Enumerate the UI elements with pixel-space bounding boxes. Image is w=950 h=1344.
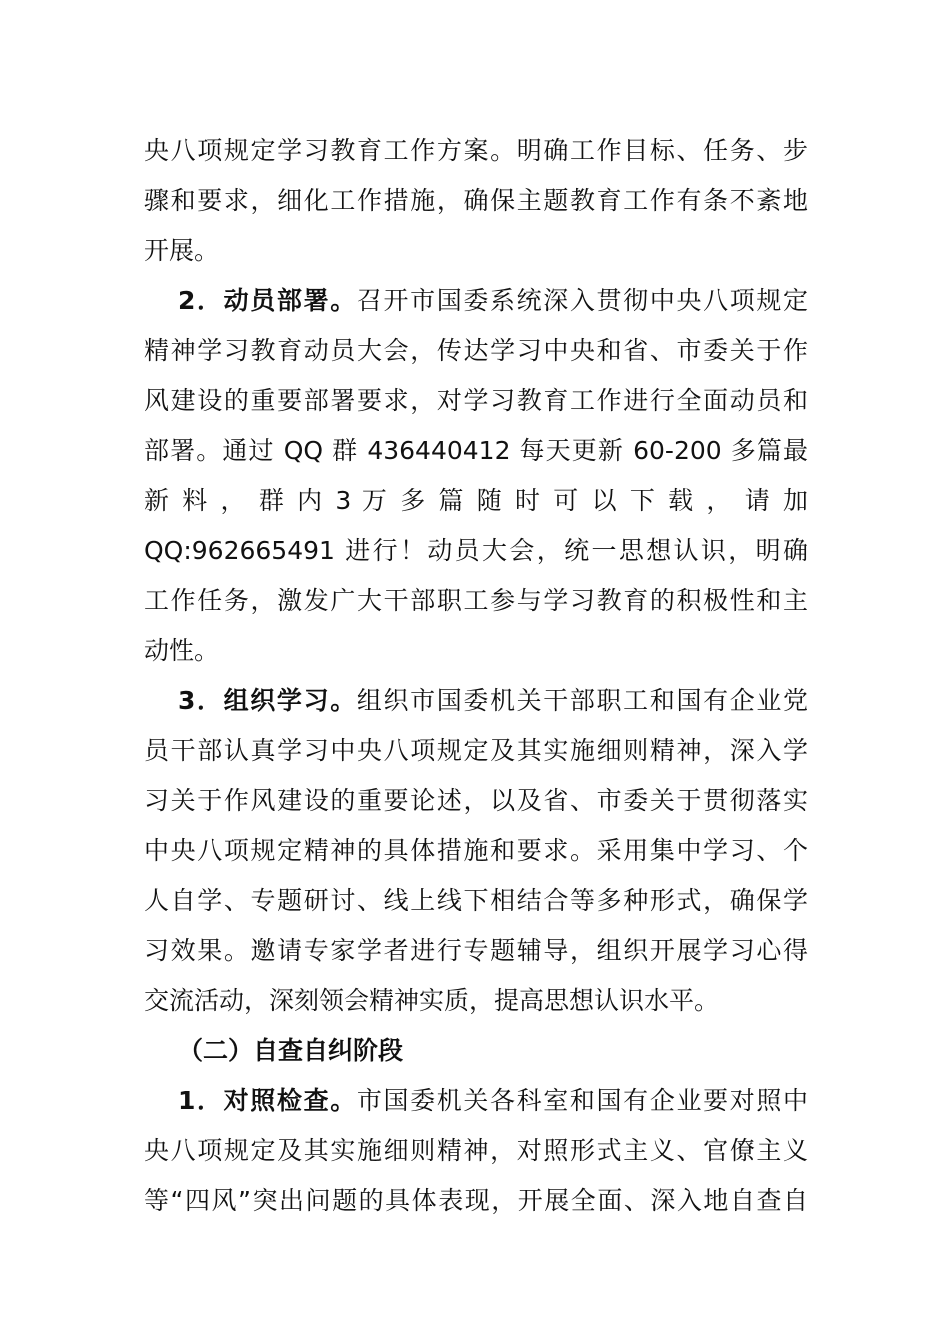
section-heading-self-inspection: （二）自查自纠阶段 <box>178 1036 404 1065</box>
text-line-13: 员干部认真学习中央八项规定及其实施细则精神，深入学 <box>144 736 808 765</box>
text-line-10: 工作任务，激发广大干部职工参与学习教育的积极性和主 <box>144 586 808 615</box>
text-line-2: 骤和要求，细化工作措施，确保主题教育工作有条不紊地 <box>144 186 808 215</box>
item-2-mobilization: 2．动员部署。召开市国委系统深入贯彻中央八项规定 <box>178 286 808 315</box>
text-line-9: QQ:962665491 进行！动员大会，统一思想认识，明确 <box>144 536 808 565</box>
item-1-check: 1．对照检查。市国委机关各科室和国有企业要对照中 <box>178 1086 808 1115</box>
item-1-lead: 1．对照检查。 <box>178 1086 357 1115</box>
text-line-16: 人自学、专题研讨、线上线下相结合等多种形式，确保学 <box>144 886 808 915</box>
item-2-lead: 2．动员部署。 <box>178 286 357 315</box>
text-line-5: 精神学习教育动员大会，传达学习中央和省、市委关于作 <box>144 336 808 365</box>
text-line-15: 中央八项规定精神的具体措施和要求。采用集中学习、个 <box>144 836 808 865</box>
item-3-study: 3．组织学习。组织市国委机关干部职工和国有企业党 <box>178 686 808 715</box>
text-line-14: 习关于作风建设的重要论述，以及省、市委关于贯彻落实 <box>144 786 808 815</box>
text-line-8: 新 料 ， 群 内 3 万 多 篇 随 时 可 以 下 载 ， 请 加 <box>144 486 808 515</box>
text-line-1: 央八项规定学习教育工作方案。明确工作目标、任务、步 <box>144 136 808 165</box>
text-line-18: 交流活动，深刻领会精神实质，提高思想认识水平。 <box>144 986 720 1015</box>
text-line-21: 央八项规定及其实施细则精神，对照形式主义、官僚主义 <box>144 1136 808 1165</box>
text-line-7: 部署。通过 QQ 群 436440412 每天更新 60-200 多篇最 <box>144 436 808 465</box>
text-line-17: 习效果。邀请专家学者进行专题辅导，组织开展学习心得 <box>144 936 808 965</box>
text-line-11: 动性。 <box>144 636 220 665</box>
text-line-6: 风建设的重要部署要求，对学习教育工作进行全面动员和 <box>144 386 808 415</box>
item-3-lead: 3．组织学习。 <box>178 686 357 715</box>
text-line-3: 开展。 <box>144 236 220 265</box>
text-line-22: 等“四风”突出问题的具体表现，开展全面、深入地自查自 <box>144 1186 808 1215</box>
